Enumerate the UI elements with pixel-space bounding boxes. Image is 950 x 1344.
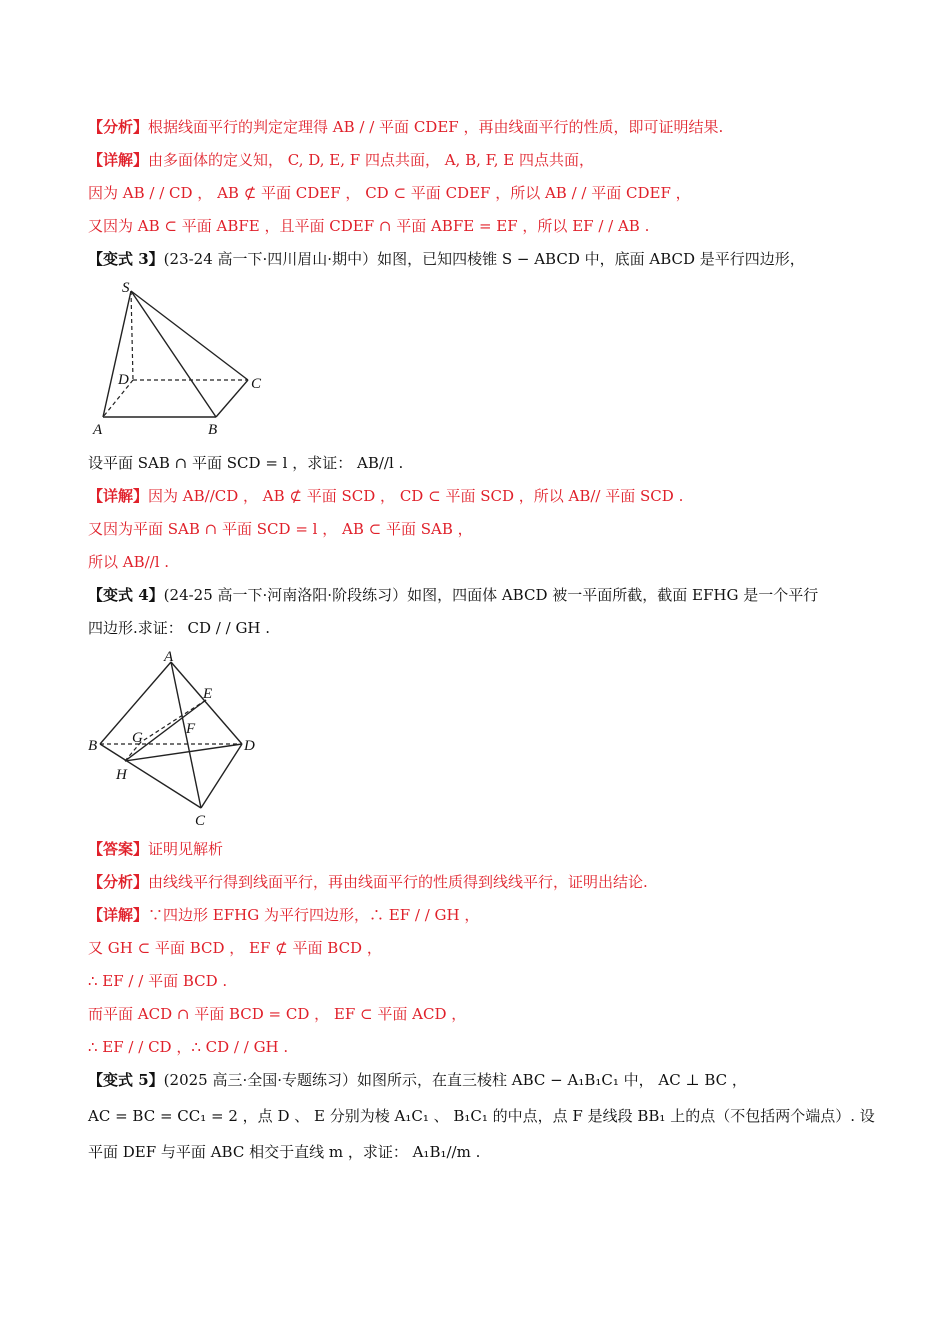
variant3-detail-tag: 【详解】 xyxy=(88,487,149,505)
variant3-detail-2: 又因为平面 SAB ∩ 平面 SCD = l ， AB ⊂ 平面 SAB ， xyxy=(88,520,473,538)
variant3-detail-1 xyxy=(88,485,878,507)
edge-bc xyxy=(216,380,248,417)
label-c: C xyxy=(251,376,262,392)
label-a: A xyxy=(93,422,103,438)
variant4-detail-4: 而平面 ACD ∩ 平面 BCD = CD ， EF ⊂ 平面 ACD ， xyxy=(88,1005,467,1023)
variant4-detail-1 xyxy=(88,904,878,926)
pyramid-figure xyxy=(88,278,278,443)
variant4-answer-text: 证明见解析 xyxy=(148,840,224,858)
label-d: D xyxy=(244,738,255,754)
label-s: S xyxy=(122,280,130,296)
analysis-tag: 【分析】 xyxy=(88,118,149,136)
label-f: F xyxy=(186,721,196,737)
variant4-analysis xyxy=(88,871,878,893)
edge-sd xyxy=(131,291,133,380)
variant4-text-2: 四边形.求证： CD / / GH . xyxy=(88,619,271,637)
variant3-detail-text: 因为 AB//CD ， AB ⊄ 平面 SCD ， CD ⊂ 平面 SCD ，所以 AB// 平面 SCD . xyxy=(148,487,684,505)
variant5-text-3: 平面 DEF 与平面 ABC 相交于直线 m ，求证： A₁B₁//m . xyxy=(88,1143,481,1161)
variant4-analysis-tag: 【分析】 xyxy=(88,873,149,891)
detail-line-2: 因为 AB / / CD ， AB ⊄ 平面 CDEF ， CD ⊂ 平面 CDEF ，所以 AB / / 平面 CDEF ， xyxy=(88,184,691,202)
detail-tag: 【详解】 xyxy=(88,151,149,169)
edge-sa xyxy=(103,291,131,417)
variant5-text-1: (2025 高三·全国·专题练习）如图所示，在直三棱柱 ABC − A₁B₁C₁ 中， AC ⊥ BC ， xyxy=(163,1071,747,1089)
label-e: E xyxy=(203,686,213,702)
edge-eg xyxy=(141,700,206,742)
variant4-answer-tag: 【答案】 xyxy=(88,840,149,858)
variant4-detail-text: ∵四边形 EFHG 为平行四边形，∴ EF / / GH ， xyxy=(148,906,480,924)
variant4-detail-5: ∴ EF / / CD ，∴ CD / / GH . xyxy=(88,1038,289,1056)
variant5-tag: 【变式 5】 xyxy=(88,1071,164,1089)
variant4-analysis-text: 由线线平行得到线面平行，再由线面平行的性质得到线线平行，证明出结论. xyxy=(148,873,648,891)
detail-line-1 xyxy=(88,149,878,171)
variant4-detail-2: 又 GH ⊂ 平面 BCD ， EF ⊄ 平面 BCD ， xyxy=(88,939,382,957)
label-a: A xyxy=(164,649,174,665)
variant4-tag: 【变式 4】 xyxy=(88,586,164,604)
tetrahedron-figure xyxy=(86,645,266,830)
variant5-heading xyxy=(88,1069,878,1091)
variant4-answer xyxy=(88,838,878,860)
edge-dc xyxy=(201,744,242,808)
label-b: B xyxy=(208,422,218,438)
analysis-text: 根据线面平行的判定定理得 AB / / 平面 CDEF ，再由线面平行的性质，即可证明结果. xyxy=(148,118,724,136)
detail-line-3: 又因为 AB ⊂ 平面 ABFE ，且平面 CDEF ∩ 平面 ABFE = EF ，所以 EF / / AB . xyxy=(88,217,650,235)
variant3-tag: 【变式 3】 xyxy=(88,250,164,268)
label-g: G xyxy=(132,730,143,746)
label-c: C xyxy=(195,813,206,829)
detail-text: 由多面体的定义知， C, D, E, F 四点共面， A, B, F, E 四点共面， xyxy=(148,151,594,169)
label-b: B xyxy=(88,738,98,754)
edge-ad xyxy=(171,662,242,744)
edge-sc xyxy=(131,291,248,380)
variant5-text-2: AC = BC = CC₁ = 2 ，点 D 、 E 分别为棱 A₁C₁ 、 B₁C₁ 的中点，点 F 是线段 BB₁ 上的点（不包括两个端点）. 设 xyxy=(88,1107,875,1125)
label-h: H xyxy=(116,767,127,783)
variant3-detail-3: 所以 AB//l . xyxy=(88,553,170,571)
edge-sb xyxy=(131,291,216,417)
edge-hd xyxy=(125,744,242,761)
variant4-text-1: (24-25 高一下·河南洛阳·阶段练习）如图，四面体 ABCD 被一平面所截，截面 EFHG 是一个平行 xyxy=(163,586,819,604)
variant4-heading xyxy=(88,584,878,606)
variant3-heading xyxy=(88,248,878,270)
variant4-detail-tag: 【详解】 xyxy=(88,906,149,924)
variant3-question: 设平面 SAB ∩ 平面 SCD = l ，求证： AB//l . xyxy=(88,454,404,472)
variant3-text: (23-24 高一下·四川眉山·期中）如图，已知四棱锥 S − ABCD 中，底面 ABCD 是平行四边形， xyxy=(163,250,805,268)
analysis-line xyxy=(88,116,878,138)
label-d: D xyxy=(118,372,129,388)
variant4-detail-3: ∴ EF / / 平面 BCD . xyxy=(88,972,228,990)
